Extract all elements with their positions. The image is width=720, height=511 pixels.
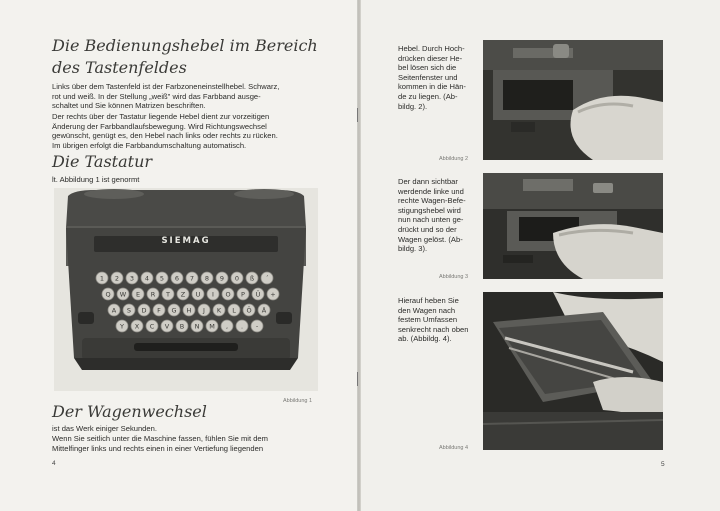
key-label: D [141,306,147,315]
caption-abbildung-3: Abbildung 3 [439,274,469,280]
key-label: Q [105,290,111,299]
heading-wagenwechsel: Der Wagenwechsel [52,402,207,421]
paragraph-wagen-abheben [398,296,478,344]
key-label: F [157,306,161,315]
brand-label: SIEMAG [161,236,211,246]
text-line: bel lösen sich die [398,63,457,73]
text-line: ab. (Abbildg. 4). [398,334,452,344]
key-label: W [119,290,127,299]
paragraph-genormt: lt. Abbildung 1 ist genormt [52,175,140,184]
paragraph-seitlich [52,434,322,453]
key-label: Y [120,322,124,331]
key-label: - [255,322,259,331]
key-label: 2 [114,274,120,283]
key-label: B [179,322,185,331]
text-line: Wenn Sie seitlich unter die Maschine fassen, fühlen Sie mit dem [52,434,268,443]
text-line: schaltet und Sie können Matrizen beschriften. [52,101,206,111]
key-label: 7 [189,274,195,283]
text-line: gewünscht, genügt es, den Hebel nach links oder rechts zu rücken. [52,131,278,141]
text-line: senkrecht nach oben [398,324,469,334]
paragraph-farbzonen [52,82,322,111]
text-line: Links über dem Tastenfeld ist der Farbzoneneinstellhebel. Schwarz, [52,82,280,91]
text-line: Der rechts über der Tastatur liegende Hebel dient zur vorzeitigen [52,112,270,121]
photo-abbildung-3 [483,173,663,279]
key-label: 4 [144,274,150,283]
key-label: P [241,290,245,299]
text-line: kommen in die Hän- [398,82,466,92]
key-label: I [212,290,214,299]
key-label: + [270,290,276,299]
text-line: rechte Wagen-Befe- [398,196,466,206]
heading-bedienungshebel: Die Bedienungshebel im Bereich [52,36,318,55]
key-label: S [126,306,132,315]
spine-mark [357,372,358,386]
key-label: 6 [174,274,180,283]
caption-abbildung-1: Abbildung 1 [283,398,313,404]
key-label: 8 [204,274,210,283]
photo-abbildung-4 [483,292,663,450]
text-line: festem Umfassen [398,315,458,325]
text-line: stigungshebel wird [398,205,461,215]
text-line: rot und weiß. In der Stellung „weiß" wird das Farbband ausge- [52,91,261,101]
key-label: 0 [234,274,240,283]
text-line: Im übrigen erfolgt die Farbbandumschaltung automatisch. [52,140,247,150]
photo-abbildung-2 [483,40,663,160]
text-line: Hierauf heben Sie [398,296,459,305]
caption-abbildung-4: Abbildung 4 [439,445,469,451]
key-label: L [232,306,236,315]
key-label: K [216,306,222,315]
key-label: 1 [99,274,105,283]
text-line: Änderung der Farbbandlaufsbewegung. Wird Richtungswechsel [52,121,267,131]
text-line: Wagen gelöst. (Ab- [398,234,463,244]
text-line: bildg. 3). [398,244,428,254]
key-label: O [225,290,231,299]
key-label: E [135,290,141,299]
key-label: 3 [129,274,135,283]
key-label: C [149,322,155,331]
book-spine [357,0,361,511]
key-label: M [209,322,215,331]
text-line: den Wagen nach [398,305,456,315]
key-label: A [111,306,117,315]
text-line: Hebel. Durch Hoch- [398,44,465,53]
paragraph-wagen-befestigung [398,177,478,254]
key-label: ´ [265,274,269,283]
shift-key [78,312,94,324]
paragraph-hebel [398,44,478,111]
text-line: werdende linke und [398,186,464,196]
text-line: Seitenfenster und [398,72,458,82]
key-label: , [225,322,229,331]
caption-abbildung-2: Abbildung 2 [439,156,469,162]
key-label: Ö [246,306,252,315]
key-label: Ä [261,306,267,315]
typewriter-photo [54,188,318,391]
page-number-left: 4 [52,460,56,467]
text-line: Mittelfinger links und rechts einen in einer Vertiefung liegenden [52,443,264,453]
text-line: drückt und so der [398,224,457,234]
paragraph-farbband [52,112,322,150]
page-number-right: 5 [661,461,665,468]
heading-tastenfeldes: des Tastenfeldes [52,58,187,77]
key-label: T [166,290,170,299]
key-label: J [203,306,205,315]
key-label: ß [249,274,255,283]
text-line: de zu liegen. (Ab- [398,91,458,101]
key-label: . [240,322,244,331]
key-label: Ü [255,290,261,299]
key-label: X [134,322,140,331]
key-label: U [195,290,201,299]
key-label: Z [180,290,186,299]
key-label: V [164,322,170,331]
key-label: 5 [159,274,165,283]
text-line: drücken dieser He- [398,53,463,63]
heading-tastatur: Die Tastatur [52,152,153,171]
shift-key [276,312,292,324]
text-line: nun nach unten ge- [398,215,464,225]
key-label: R [150,290,156,299]
spine-mark [357,108,358,122]
key-label: H [186,306,192,315]
key-label: N [194,322,200,331]
text-line: bildg. 2). [398,101,428,111]
key-label: G [171,306,177,315]
text-line: Der dann sichtbar [398,177,458,186]
paragraph-sekunden: ist das Werk einiger Sekunden. [52,424,157,433]
key-label: 9 [219,274,225,283]
